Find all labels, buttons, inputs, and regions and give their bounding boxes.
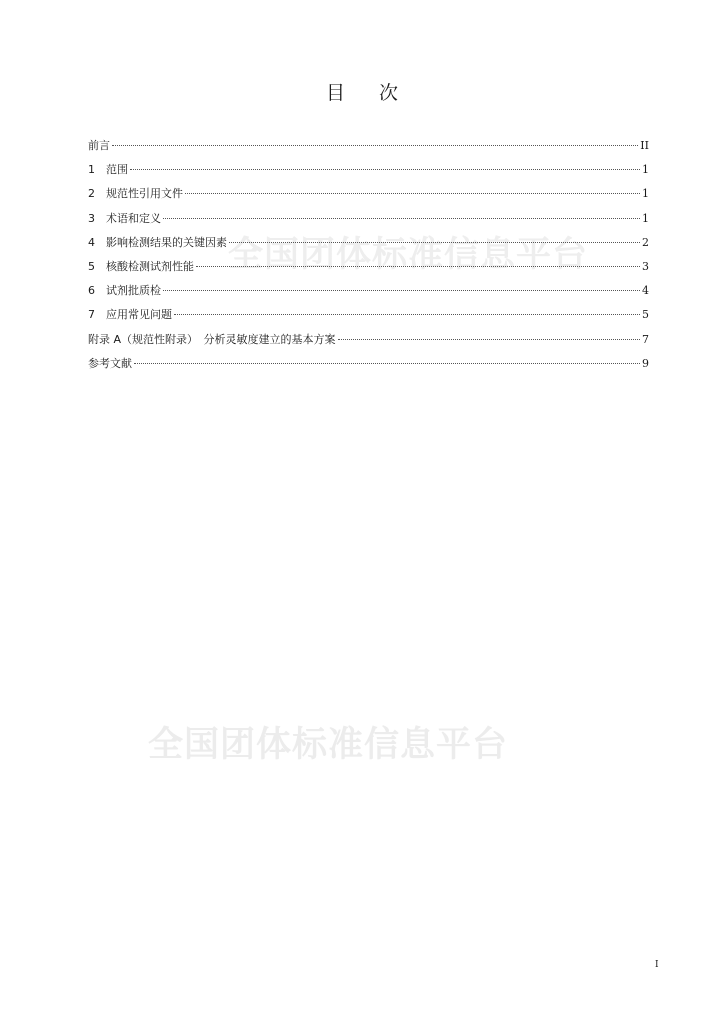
toc-entry-terms-definitions[interactable] bbox=[88, 210, 649, 234]
watermark-bottom: 全国团体标准信息平台 bbox=[148, 725, 509, 765]
toc-leader-dots bbox=[174, 314, 640, 315]
toc-entry-number: 5 bbox=[88, 259, 95, 273]
toc-entry-label: 前言 bbox=[88, 139, 110, 152]
toc-leader-dots bbox=[134, 363, 640, 364]
toc-leader-dots bbox=[338, 339, 640, 340]
toc-entry-batch-qc[interactable] bbox=[88, 282, 649, 306]
toc-entry-label: 影响检测结果的关键因素 bbox=[106, 235, 227, 249]
toc-leader-dots bbox=[163, 290, 640, 291]
toc-leader-dots bbox=[163, 218, 640, 219]
toc-entry-common-issues[interactable] bbox=[88, 306, 649, 330]
toc-entry-number: 2 bbox=[88, 187, 95, 201]
toc-entry-label: 规范性引用文件 bbox=[106, 187, 183, 201]
toc-entry-page: 1 bbox=[642, 211, 649, 225]
toc-entry-page: 7 bbox=[642, 332, 649, 346]
toc-entry-appendix-a[interactable] bbox=[88, 331, 649, 355]
toc-entry-number: 6 bbox=[88, 284, 95, 298]
watermark-top: 全国团体标准信息平台 bbox=[228, 235, 589, 275]
toc-entry-label: 附录 A（规范性附录） 分析灵敏度建立的基本方案 bbox=[88, 332, 336, 346]
toc-entry-label: 核酸检测试剂性能 bbox=[106, 259, 194, 273]
toc-entry-label: 范围 bbox=[106, 163, 128, 177]
toc-entry-page: 4 bbox=[642, 284, 649, 298]
page-number: I bbox=[655, 960, 659, 970]
toc-entry-page: 5 bbox=[642, 308, 649, 322]
toc-entry-label: 术语和定义 bbox=[106, 211, 161, 225]
toc-entry-page: 3 bbox=[642, 259, 649, 273]
toc-title-part2: 次 bbox=[379, 82, 399, 104]
toc-entry-scope[interactable] bbox=[88, 161, 649, 185]
toc-entry-bibliography[interactable] bbox=[88, 355, 649, 379]
toc-entry-label: 应用常见问题 bbox=[106, 308, 172, 322]
toc-leader-dots bbox=[130, 169, 640, 170]
toc-entry-number: 3 bbox=[88, 211, 95, 225]
toc-entry-page: 2 bbox=[642, 235, 649, 249]
toc-entry-number: 7 bbox=[88, 308, 95, 322]
toc-leader-dots bbox=[112, 145, 638, 146]
toc-leader-dots bbox=[196, 266, 640, 267]
toc-entry-page: II bbox=[640, 139, 649, 152]
toc-entry-number: 4 bbox=[88, 235, 95, 249]
toc-entry-foreword[interactable] bbox=[88, 137, 649, 161]
toc-entry-label: 参考文献 bbox=[88, 356, 132, 370]
toc-entry-label: 试剂批质检 bbox=[106, 284, 161, 298]
toc-entry-page: 1 bbox=[642, 163, 649, 177]
toc-entry-page: 9 bbox=[642, 356, 649, 370]
toc-entry-key-factors[interactable] bbox=[88, 234, 649, 258]
table-of-contents bbox=[88, 137, 649, 379]
toc-leader-dots bbox=[229, 242, 640, 243]
toc-leader-dots bbox=[185, 193, 640, 194]
toc-entry-page: 1 bbox=[642, 187, 649, 201]
toc-entry-reagent-performance[interactable] bbox=[88, 258, 649, 282]
toc-title bbox=[0, 78, 724, 105]
toc-entry-number: 1 bbox=[88, 163, 95, 177]
toc-entry-normative-references[interactable] bbox=[88, 185, 649, 209]
toc-title-part1: 目 bbox=[325, 82, 345, 104]
